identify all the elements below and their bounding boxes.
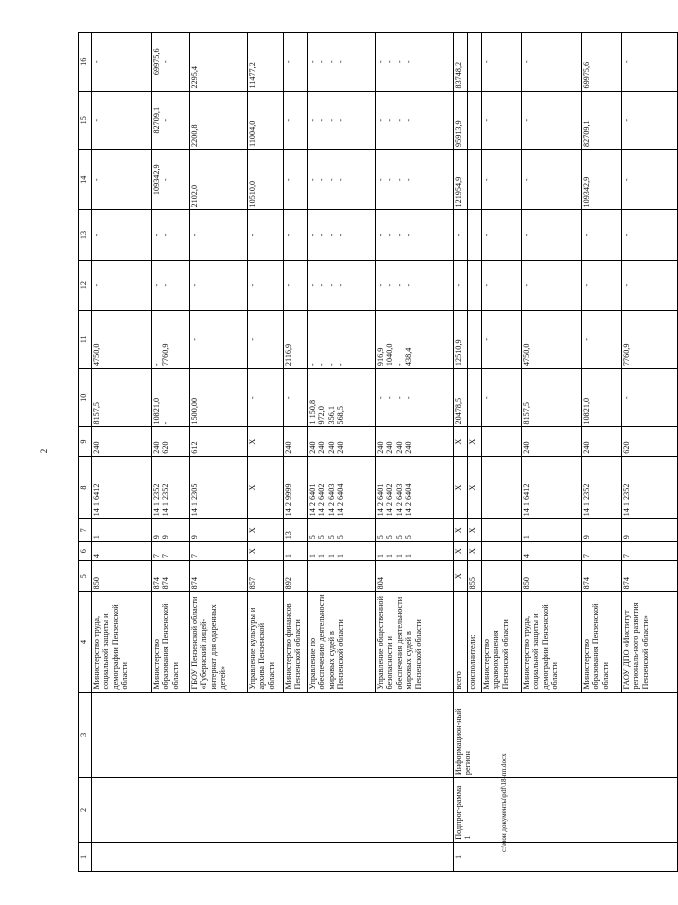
table-row: Министерство образования Пензенской области 874 874 7 7 9 9 14 1 2352 14 1 2352 240 620 10821,0 - - 7760,9 - - - - 109342,9 - 82709,1 - 69975,6 - [152,33,190,872]
table-row: Управление по обеспечению деятельности мировых судей в Пензенской области 1 1 1 1 5 5 5 5 14 2 6401 14 2 6402 14 2 6403 14 2 6404 240 240 240 240 1 150,8 972,0 356,1 568,5 - - - - - - - - - - - - - - - - - - - - - - - - [308,33,376,872]
rotated-table-container [78,32,650,872]
subprogram-name: Подпрог-рамма 1 [454,778,678,843]
budget-table [78,32,678,872]
subprogram-title: Информацион-ный регион [454,692,678,778]
col-header: 10 [79,369,92,427]
col-header: 7 [79,519,92,542]
table-row: Министерство труда, социальной защиты и демографии Пензенской области 850 4 1 14 1 6412 240 8157,5 4750,0 - - - - - [522,33,582,872]
col-header: 14 [79,149,92,210]
table-row: 1 Подпрог-рамма 1 Информацион-ный регион всего X X X X X 20478,5 12510,9 - - 121954,9 95913,9 83748,2 [454,33,468,872]
col-header: 12 [79,260,92,310]
table-row: Министерство здравоохранения Пензенской области - - - - - - - [482,33,522,872]
col-header: 1 [79,842,92,871]
col-header: 15 [79,91,92,149]
table-row: ГБОУ Пензенской области «Губернский лицей-интернат для одаренных детей» 874 7 9 14 1 2305 612 1500,00 - - - 2102,0 2200,8 2295,4 [190,33,248,872]
table-row: ГАОУ ДПО «Институт региональ-ного развития Пензенской области» 874 7 9 14 1 2352 620 - 7760,9 - - - - - [622,33,678,872]
table-row: Министерство труда, социальной защиты и демографии Пензенской области 850 4 1 14 1 6412 240 8157,5 4750,0 - - - - - [92,33,152,872]
executor-name: Министерство образования Пензенской области [582,592,622,692]
file-path-footer: c:\мои документы\pdf\18-пп.docx [500,753,508,852]
row-number: 1 [454,842,678,871]
executor-name: ГАОУ ДПО «Институт региональ-ного развития Пензенской области» [622,592,678,692]
col-header: 8 [79,456,92,519]
executor-name: всего [454,592,468,692]
executor-name: Министерство труда, социальной защиты и демографии Пензенской области [522,592,582,692]
page-number: 2 [39,448,49,454]
executor-name: Управление по обеспечению деятельности мировых судей в Пензенской области [308,592,376,692]
col-header: 3 [79,692,92,778]
table-row: Управление общественной безопасности и обеспечения деятельности мировых судей в Пензенской области 804 1 1 1 1 5 5 5 5 14 2 6401 14 2 6402 14 2 6403 14 2 6404 240 240 240 240 - - - - 916,9 1040,0 - 438,4 - - - - - - - - - - - - - - - - - - - - [376,33,454,872]
executor-name: соисполнители: [468,592,482,692]
col-header: 13 [79,210,92,260]
col-header: 4 [79,592,92,692]
executor-name: Министерство здравоохранения Пензенской области [482,592,522,692]
header-row [79,33,92,872]
executor-name: Управление культуры и архива Пензенской области [248,592,284,692]
executor-name: Министерство финансов Пензенской области [284,592,308,692]
executor-name: Управление общественной безопасности и обеспечения деятельности мировых судей в Пензенской области [376,592,454,692]
table-row: соисполнители: 855 X X X X [468,33,482,872]
col-header: 11 [79,310,92,368]
col-header: 9 [79,427,92,456]
col-header: 6 [79,542,92,561]
executor-name: ГБОУ Пензенской области «Губернский лицей-интернат для одаренных детей» [190,592,248,692]
table-row: Министерство финансов Пензенской области 892 1 13 14 2 9999 240 - 2116,9 - - - - - [284,33,308,872]
table-row: Управление культуры и архива Пензенской области 857 X X X X - - - - 10510,0 11004,0 11477,2 [248,33,284,872]
table-row: Министерство образования Пензенской области 874 7 9 14 1 2352 240 10821,0 - - - 109342,9 82709,1 69975,6 [582,33,622,872]
executor-name: Министерство труда, социальной защиты и демографии Пензенской области [92,592,152,692]
col-header: 2 [79,778,92,843]
executor-name: Министерство образования Пензенской области [152,592,190,692]
col-header: 16 [79,33,92,92]
col-header: 5 [79,561,92,592]
